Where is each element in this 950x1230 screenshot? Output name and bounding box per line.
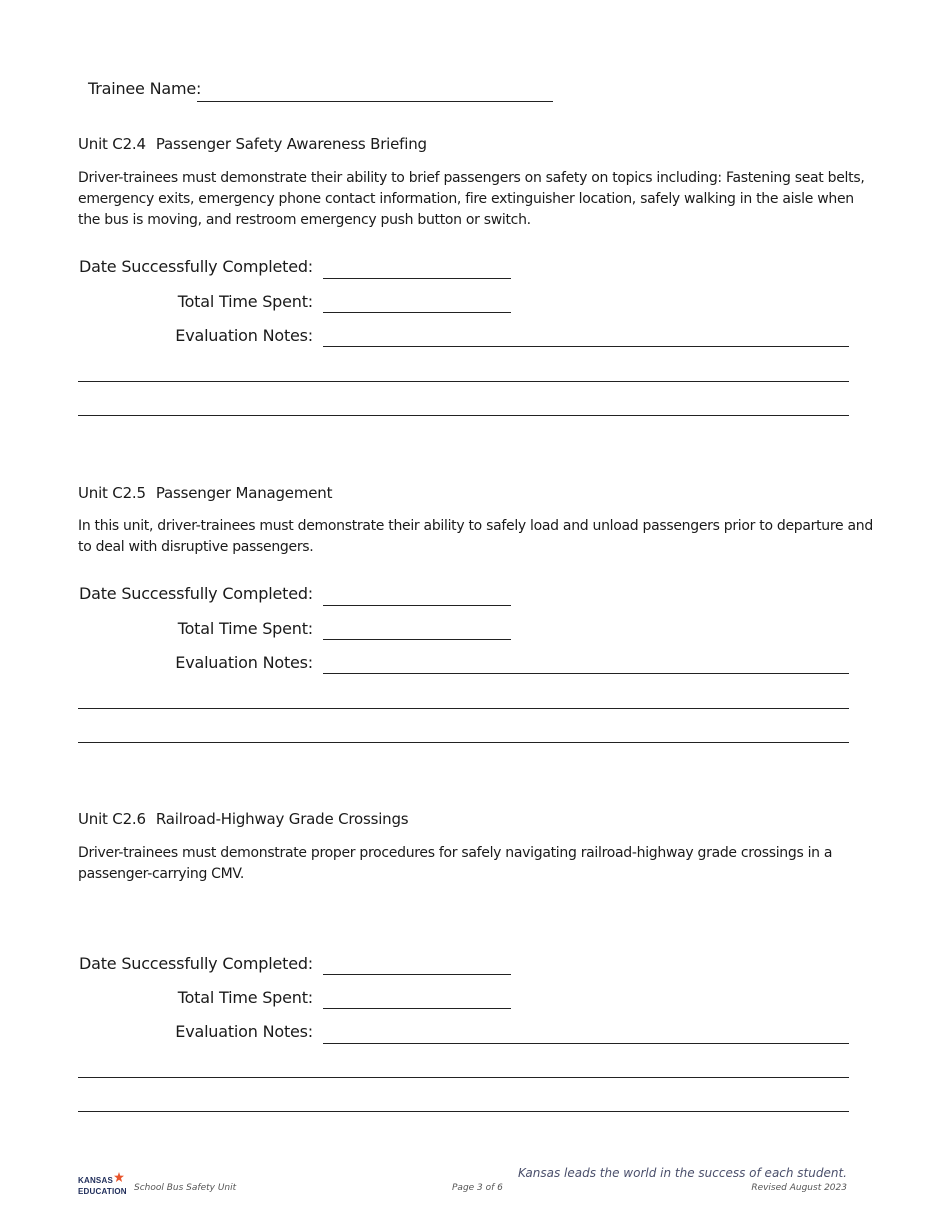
unit-code: Unit C2.6 [78,810,146,828]
evaluation-notes-label: Evaluation Notes: [175,326,313,345]
unit-description: Driver-trainees must demonstrate their ability to brief passengers on safety on topics including: Fastening seat belts, emergency exits, emergency phone contact information, fire extinguisher location, safely walking in the aisle when the bus is moving, and restroom emergency push button or switch. [78,170,865,228]
revised-date: Revised August 2023 [751,1183,847,1193]
date-completed-field[interactable] [323,605,511,606]
evaluation-notes-line[interactable] [78,708,849,709]
date-completed-field[interactable] [323,278,511,279]
trainee-name-field[interactable] [197,101,553,102]
unit-code: Unit C2.4 [78,135,146,153]
evaluation-notes-label: Evaluation Notes: [175,1022,313,1041]
date-completed-label: Date Successfully Completed: [78,954,313,973]
evaluation-notes-line[interactable] [78,1111,849,1112]
unit-heading [78,135,427,153]
evaluation-notes-field[interactable] [323,346,849,347]
evaluation-notes-field[interactable] [323,1043,849,1044]
unit-title: Passenger Safety Awareness Briefing [155,135,427,153]
footer-tagline: Kansas leads the world in the success of each student. [517,1166,847,1180]
date-completed-label: Date Successfully Completed: [78,584,313,603]
evaluation-notes-line[interactable] [78,381,849,382]
evaluation-notes-line[interactable] [78,742,849,743]
total-time-label: Total Time Spent: [177,619,313,638]
total-time-label: Total Time Spent: [177,292,313,311]
date-completed-label: Date Successfully Completed: [78,257,313,276]
evaluation-notes-line[interactable] [78,415,849,416]
trainee-name-label: Trainee Name: [88,79,202,98]
evaluation-notes-field[interactable] [323,673,849,674]
logo-text-kansas: KANSAS [78,1176,113,1185]
total-time-field[interactable] [323,1008,511,1009]
unit-heading [78,484,332,502]
unit-description: Driver-trainees must demonstrate proper procedures for safely navigating railroad-highway grade crossings in a passenger-carrying CMV. [78,845,833,882]
unit-code: Unit C2.5 [78,484,146,502]
total-time-label: Total Time Spent: [177,988,313,1007]
unit-title: Passenger Management [155,484,333,502]
logo-text-education: EDUCATION [78,1187,127,1196]
star-icon [114,1172,124,1182]
evaluation-notes-label: Evaluation Notes: [175,653,313,672]
unit-heading [78,810,408,828]
date-completed-field[interactable] [323,974,511,975]
evaluation-notes-line[interactable] [78,1077,849,1078]
unit-title: Railroad-Highway Grade Crossings [155,810,409,828]
page-number: Page 3 of 6 [452,1183,503,1193]
document-name: School Bus Safety Unit [134,1183,237,1193]
total-time-field[interactable] [323,312,511,313]
unit-description: In this unit, driver-trainees must demonstrate their ability to safely load and unload passengers prior to departure and to deal with disruptive passengers. [78,518,873,555]
total-time-field[interactable] [323,639,511,640]
kansas-education-logo [78,1172,130,1198]
